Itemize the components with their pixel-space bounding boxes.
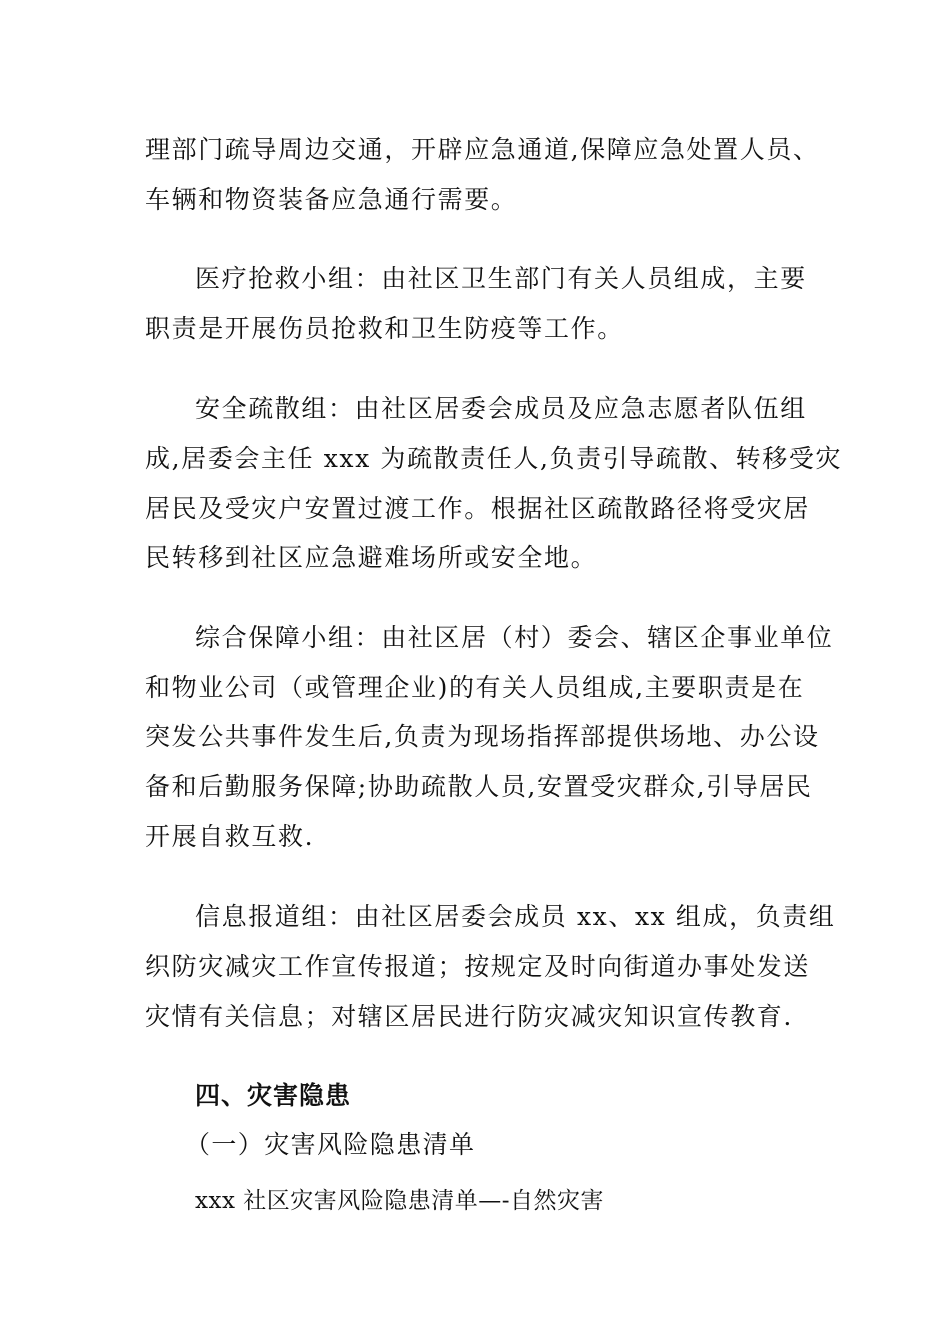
paragraph-line: 车辆和物资装备应急通行需要。	[145, 185, 518, 214]
section-heading: 四、灾害隐患	[195, 1081, 352, 1110]
paragraph-line: 医疗抢救小组：由社区卫生部门有关人员组成，主要	[195, 264, 807, 293]
paragraph-line: 居民及受灾户安置过渡工作。根据社区疏散路径将受灾居	[145, 494, 811, 523]
paragraph-line: 综合保障小组：由社区居（村）委会、辖区企事业单位	[195, 623, 834, 652]
paragraph-line: 织防灾减灾工作宣传报道；按规定及时向街道办事处发送	[145, 952, 811, 981]
paragraph-line: 成,居委会主任 xxx 为疏散责任人,负责引导疏散、转移受灾	[145, 444, 843, 473]
paragraph-line: 突发公共事件发生后,负责为现场指挥部提供场地、办公设	[145, 722, 820, 751]
paragraph-line: 职责是开展伤员抢救和卫生防疫等工作。	[145, 314, 624, 343]
paragraph-line: 灾情有关信息；对辖区居民进行防灾减灾知识宣传教育.	[145, 1002, 793, 1031]
subsection-heading: （一）灾害风险隐患清单	[185, 1130, 476, 1159]
paragraph-line: 安全疏散组：由社区居委会成员及应急志愿者队伍组	[195, 394, 807, 423]
paragraph-line: 备和后勤服务保障;协助疏散人员,安置受灾群众,引导居民	[145, 772, 813, 801]
paragraph-line: 信息报道组：由社区居委会成员 xx、xx 组成，负责组	[195, 902, 836, 931]
paragraph-line: 开展自救互救.	[145, 822, 315, 851]
paragraph-line: 民转移到社区应急避难场所或安全地。	[145, 543, 598, 572]
table-caption: xxx 社区灾害风险隐患清单—-自然灾害	[195, 1188, 604, 1214]
paragraph-line: 和物业公司（或管理企业)的有关人员组成,主要职责是在	[145, 673, 805, 702]
paragraph-line: 理部门疏导周边交通，开辟应急通道,保障应急处置人员、	[145, 135, 820, 164]
